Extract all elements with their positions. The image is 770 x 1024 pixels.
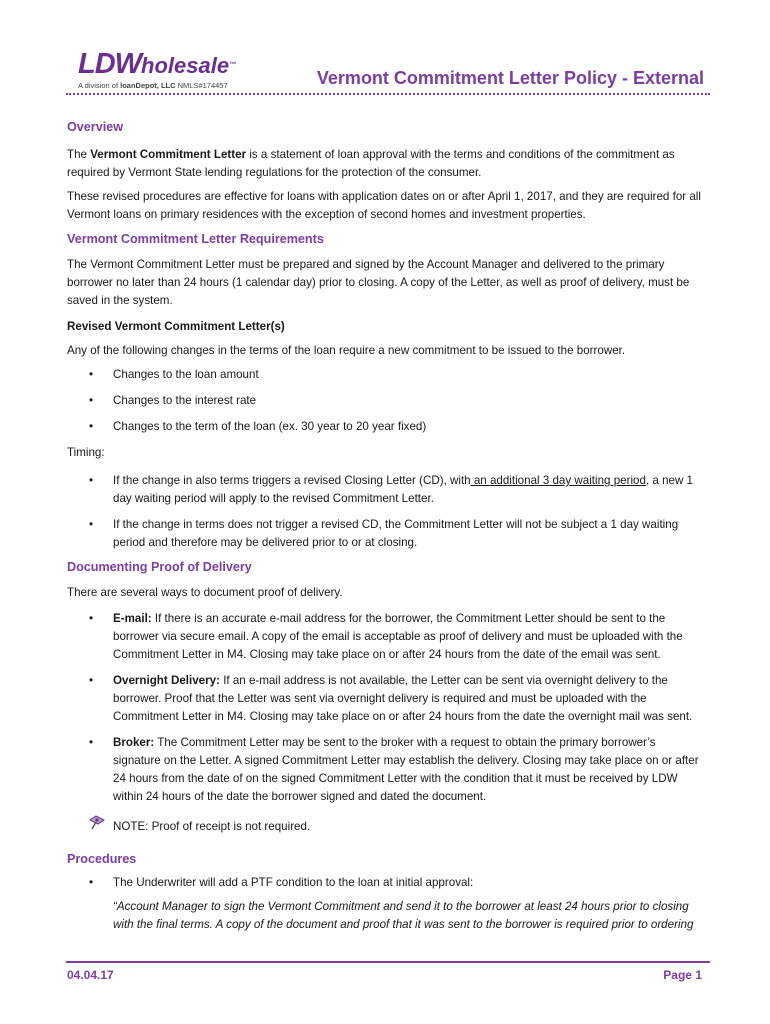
overview-p1-bold: Vermont Commitment Letter [90, 148, 247, 161]
overview-paragraph-2: These revised procedures are effective for loans with application dates on or after April 1, 2017, and they are required for all Vermont loans on primary residences with the exception of second homes and investment properties. [67, 190, 701, 221]
document-title: Vermont Commitment Letter Policy - External [316, 68, 704, 88]
revised-letters-heading: Revised Vermont Commitment Letter(s) [67, 320, 285, 333]
bullet: • [89, 394, 94, 407]
delivery-heading: Documenting Proof of Delivery [67, 560, 252, 574]
delivery-list [67, 610, 703, 806]
overview-p1-post: is a statement of loan approval with the terms and conditions of the commitment as required by Vermont State lending regulations for the protection of the consumer. [67, 148, 675, 179]
timing-1-underlined: an additional 3 day waiting period [470, 474, 646, 487]
timing-2: If the change in terms does not trigger a revised CD, the Commitment Letter will not be subject a 1 day waiting period and therefore may be delivered prior to or at closing. [113, 518, 679, 549]
list-item [67, 392, 703, 410]
delivery-email-label: E-mail: [113, 612, 152, 625]
procedures-heading: Procedures [67, 852, 137, 866]
logo-sub-prefix: A division of [78, 81, 121, 90]
logo-sub-brand: loanDepot, LLC [120, 81, 176, 90]
note-pin-icon [87, 814, 107, 832]
revised-letters-intro: Any of the following changes in the terms of the loan require a new commitment to be issued to the borrower. [67, 344, 626, 357]
note-text: NOTE: Proof of receipt is not required. [113, 820, 311, 833]
changes-list [67, 366, 703, 436]
delivery-overnight-label: Overnight Delivery: [113, 674, 220, 687]
list-item [67, 610, 703, 664]
list-item [67, 472, 703, 508]
requirements-heading: Vermont Commitment Letter Requirements [67, 232, 324, 246]
list-item [67, 734, 703, 806]
logo-trademark: ™ [229, 61, 237, 69]
document-body [67, 118, 703, 934]
timing-1-post: , a new 1 day waiting period will apply to the revised Commitment Letter. [113, 474, 694, 505]
logo-subtitle [78, 81, 228, 90]
ldw-wholesale-logo [78, 48, 248, 94]
change-loan-amount: Changes to the loan amount [113, 368, 259, 381]
timing-list [67, 472, 703, 552]
logo-wordmark [78, 48, 236, 81]
bullet: • [89, 876, 94, 889]
procedure-1: The Underwriter will add a PTF condition to the loan at initial approval: [113, 876, 474, 889]
overview-paragraph-1 [67, 146, 703, 182]
delivery-broker-label: Broker: [113, 736, 155, 749]
timing-label: Timing: [67, 446, 105, 459]
logo-sub-nmls: NMLS#174457 [175, 81, 228, 90]
list-item [67, 418, 703, 436]
logo-ldw: LDW [78, 48, 142, 80]
delivery-broker-text: The Commitment Letter may be sent to the broker with a request to obtain the primary borrower’s signature on the Letter. A signed Commitment Letter may establish the delivery. Closing may take place on or after 24 hours from the date of on the signed Commitment Letter with the condition that it must be received by LDW within 24 hours of the date the borrower signed and dated the document. [113, 736, 699, 803]
timing-1-pre: If the change in also terms triggers a revised Closing Letter (CD), with [113, 474, 471, 487]
bullet: • [89, 420, 94, 433]
footer-date: 04.04.17 [67, 968, 114, 982]
footer-divider [66, 961, 710, 963]
list-item [67, 366, 703, 384]
bullet: • [89, 474, 94, 487]
delivery-intro: There are several ways to document proof of delivery. [67, 586, 343, 599]
list-item [67, 672, 703, 726]
list-item [67, 516, 703, 552]
logo-holesale: holesale [141, 53, 230, 78]
header-divider [66, 93, 710, 95]
requirements-paragraph: The Vermont Commitment Letter must be prepared and signed by the Account Manager and delivered to the primary borrower no later than 24 hours (1 calendar day) prior to closing. A copy of the Letter, as well as proof of delivery, must be saved in the system. [67, 258, 690, 307]
delivery-email-text: If there is an accurate e-mail address for the borrower, the Commitment Letter should be sent to the borrower via secure email. A copy of the email is acceptable as proof of delivery and must be uploaded with the Commitment Letter in M4. Closing may take place on or after 24 hours from the date of the email was sent. [113, 612, 683, 661]
change-interest-rate: Changes to the interest rate [113, 394, 257, 407]
bullet: • [89, 368, 94, 381]
procedures-list [67, 874, 703, 892]
overview-heading: Overview [67, 120, 124, 134]
bullet: • [89, 736, 94, 749]
bullet: • [89, 518, 94, 531]
list-item [67, 874, 703, 892]
note-block [67, 818, 703, 836]
change-loan-term: Changes to the term of the loan (ex. 30 year to 20 year fixed) [113, 420, 427, 433]
delivery-overnight-text: If an e-mail address is not available, the Letter can be sent via overnight delivery to the borrower. Proof that the Letter was sent via overnight delivery is required and must be uploaded with the Commitment Letter in M4. Closing may take place on or after 24 hours from the date the overnight mail was sent. [113, 674, 693, 723]
procedure-quote: “Account Manager to sign the Vermont Commitment and send it to the borrower at least 24 hours prior to closing with the final terms. A copy of the document and proof that it was sent to the borrower is required prior to ordering [113, 900, 694, 931]
bullet: • [89, 612, 94, 625]
bullet: • [89, 674, 94, 687]
overview-p1-pre: The [67, 148, 91, 161]
page-number: Page 1 [663, 968, 702, 982]
